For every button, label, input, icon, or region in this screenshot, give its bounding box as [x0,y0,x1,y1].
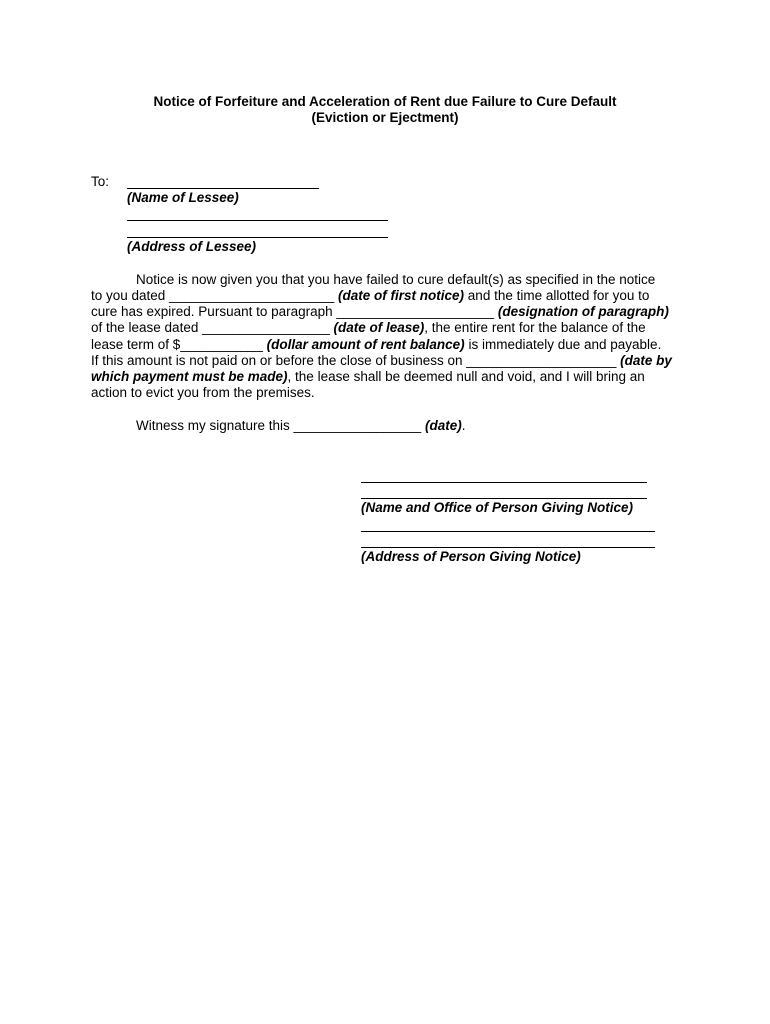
body-line-5 [91,337,661,353]
signature-line[interactable] [361,482,647,483]
body-line-4-text: of the lease dated _________________ [91,320,330,335]
body-line-3 [91,304,669,320]
dollar-amount-label: (dollar amount of rent balance) [266,337,465,352]
document-title: Notice of Forfeiture and Acceleration of Rent due Failure to Cure Default [153,94,617,109]
lessee-name-line[interactable] [127,188,319,189]
body-line-3-text: cure has expired. Pursuant to paragraph _____________________ [91,304,495,319]
date-by-label: (date by [620,353,672,368]
date-of-lease-label: (date of lease) [333,320,425,335]
date-of-first-notice-label: (date of first notice) [338,288,465,303]
body-line-5-text: lease term of $___________ [91,337,263,352]
body-line-2-text: to you dated ______________________ [91,288,335,303]
to-label: To: [91,174,110,189]
body-line-5-tail: is immediately due and payable. [468,337,662,352]
body-line-2-tail: and the time allotted for you to [467,288,650,303]
name-office-caption: (Name and Office of Person Giving Notice) [361,500,634,515]
body-line-2 [91,288,649,304]
giver-address-line-2[interactable] [361,547,655,548]
giver-address-line-1[interactable] [361,531,655,532]
name-office-line[interactable] [361,498,647,499]
body-line-4-tail: , the entire rent for the balance of the [424,320,646,335]
lessee-address-line-1[interactable] [127,220,388,221]
witness-line [136,418,465,434]
witness-text: Witness my signature this _________________ [136,418,422,433]
lessee-address-line-2[interactable] [127,237,388,238]
document-subtitle: (Eviction or Ejectment) [311,110,459,125]
payment-deadline-label: which payment must be made) [91,369,288,384]
body-line-6 [91,353,672,369]
body-line-6-text: If this amount is not paid on or before the close of business on ____________________ [91,353,617,368]
body-line-1: Notice is now given you that you have failed to cure default(s) as specified in the notice [136,272,656,287]
giver-address-caption: (Address of Person Giving Notice) [361,549,581,564]
body-line-4 [91,320,646,336]
witness-date-label: (date) [424,418,462,433]
designation-of-paragraph-label: (designation of paragraph) [497,304,669,319]
body-line-7-tail: , the lease shall be deemed null and void, and I will bring an [287,369,645,384]
witness-period: . [461,418,466,433]
lessee-name-caption: (Name of Lessee) [127,190,239,205]
body-line-7 [91,369,645,385]
lessee-address-caption: (Address of Lessee) [127,239,257,254]
body-line-8: action to evict you from the premises. [91,385,315,400]
